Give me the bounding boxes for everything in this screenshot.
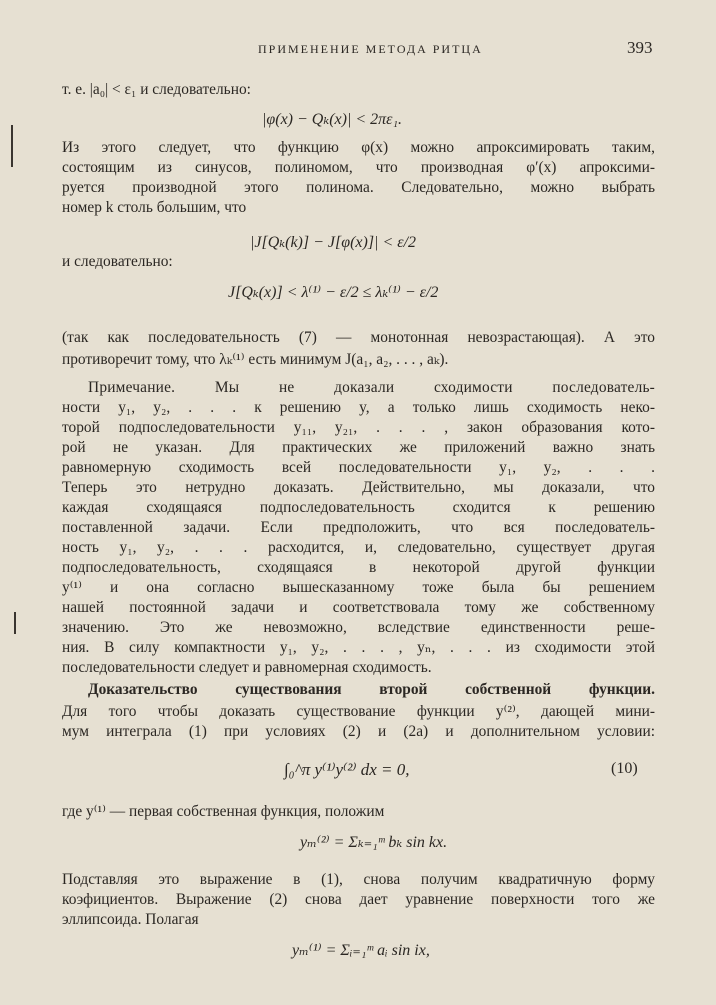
- text-line: y⁽¹⁾ и она согласно вышесказанному тоже была бы решением: [62, 579, 655, 596]
- text-line: значению. Это же невозможно, вследствие единственности реше-: [62, 619, 655, 636]
- formula: yₘ⁽²⁾ = Σₖ₌₁ᵐ bₖ sin kx.: [300, 834, 448, 851]
- running-title: ПРИМЕНЕНИЕ МЕТОДА РИТЦА: [258, 42, 483, 56]
- text-line: рой не указан. Для практических же приложений важно знать: [62, 439, 655, 456]
- text-line: (так как последовательность (7) — монотонная невозрастающая). А это: [62, 329, 655, 346]
- text-line: последовательности следует и равномерная сходимость.: [62, 659, 432, 676]
- text-line: ности y₁, y₂, . . . к решению y, а только лишь сходимость неко-: [62, 399, 655, 416]
- text-line: ния. В силу компактности y₁, y₂, . . . , yₙ, . . . из сходимости этой: [62, 639, 655, 656]
- text-line: т. е. |a₀| < ε₁ и следовательно:: [62, 81, 251, 98]
- text-line: подпоследовательность, сходящаяся в некоторой другой функции: [62, 559, 655, 576]
- page-number: 393: [627, 38, 653, 57]
- text-line: эллипсоида. Полагая: [62, 911, 199, 928]
- text-line: номер k столь большим, что: [62, 199, 247, 216]
- text-line: и следовательно:: [62, 253, 173, 270]
- text-line: ность y₁, y₂, . . . расходится, и, следовательно, существует другая: [62, 539, 655, 556]
- text-line: мум интеграла (1) при условиях (2) и (2а) и дополнительном условии:: [62, 723, 655, 740]
- margin-mark: [14, 612, 16, 634]
- text-line: поставленной задачи. Если предположить, что вся последователь-: [62, 519, 655, 536]
- text-line: состоящим из синусов, полиномом, что производная φ′(x) апроксими-: [62, 159, 655, 176]
- equation-number: (10): [611, 760, 638, 777]
- text-line: руется производной этого полинома. Следовательно, можно выбрать: [62, 179, 655, 196]
- text-line: нашей постоянной задачи и соответствовала тому же собственному: [62, 599, 655, 616]
- formula: ∫₀^π y⁽¹⁾y⁽²⁾ dx = 0,: [284, 760, 410, 779]
- text-line: коэфициентов. Выражение (2) снова дает уравнение поверхности того же: [62, 891, 655, 908]
- text-line: каждая сходящаяся подпоследовательность сходится к решению: [62, 499, 655, 516]
- text-line: противоречит тому, что λₖ⁽¹⁾ есть минимум J(a₁, a₂, . . . , aₖ).: [62, 351, 449, 368]
- formula: yₘ⁽¹⁾ = Σᵢ₌₁ᵐ aᵢ sin ix,: [292, 942, 430, 959]
- text-line: торой подпоследовательности y₁₁, y₂₁, . . . , закон образования кото-: [62, 419, 655, 436]
- formula: |φ(x) − Qₖ(x)| < 2πε₁.: [262, 111, 403, 128]
- text-line: где y⁽¹⁾ — первая собственная функция, положим: [62, 803, 385, 820]
- text-line: Теперь это нетрудно доказать. Действительно, мы доказали, что: [62, 479, 655, 496]
- formula: J[Qₖ(x)] < λ⁽¹⁾ − ε/2 ≤ λₖ⁽¹⁾ − ε/2: [228, 284, 439, 301]
- text-line: Из этого следует, что функцию φ(x) можно апроксимировать таким,: [62, 139, 655, 156]
- text-line: равномерную сходимость всей последовательности y₁, y₂, . . .: [62, 459, 655, 476]
- note-heading-line: Примечание. Мы не доказали сходимости последователь-: [88, 379, 655, 396]
- text-line: Подставляя это выражение в (1), снова получим квадратичную форму: [62, 871, 655, 888]
- margin-mark: [11, 125, 13, 167]
- section-heading: Доказательство существования второй собственной функции.: [88, 681, 655, 698]
- text-line: Для того чтобы доказать существование функции y⁽²⁾, дающей мини-: [62, 703, 655, 720]
- formula: |J[Qₖ(k)] − J[φ(x)]| < ε/2: [250, 234, 417, 251]
